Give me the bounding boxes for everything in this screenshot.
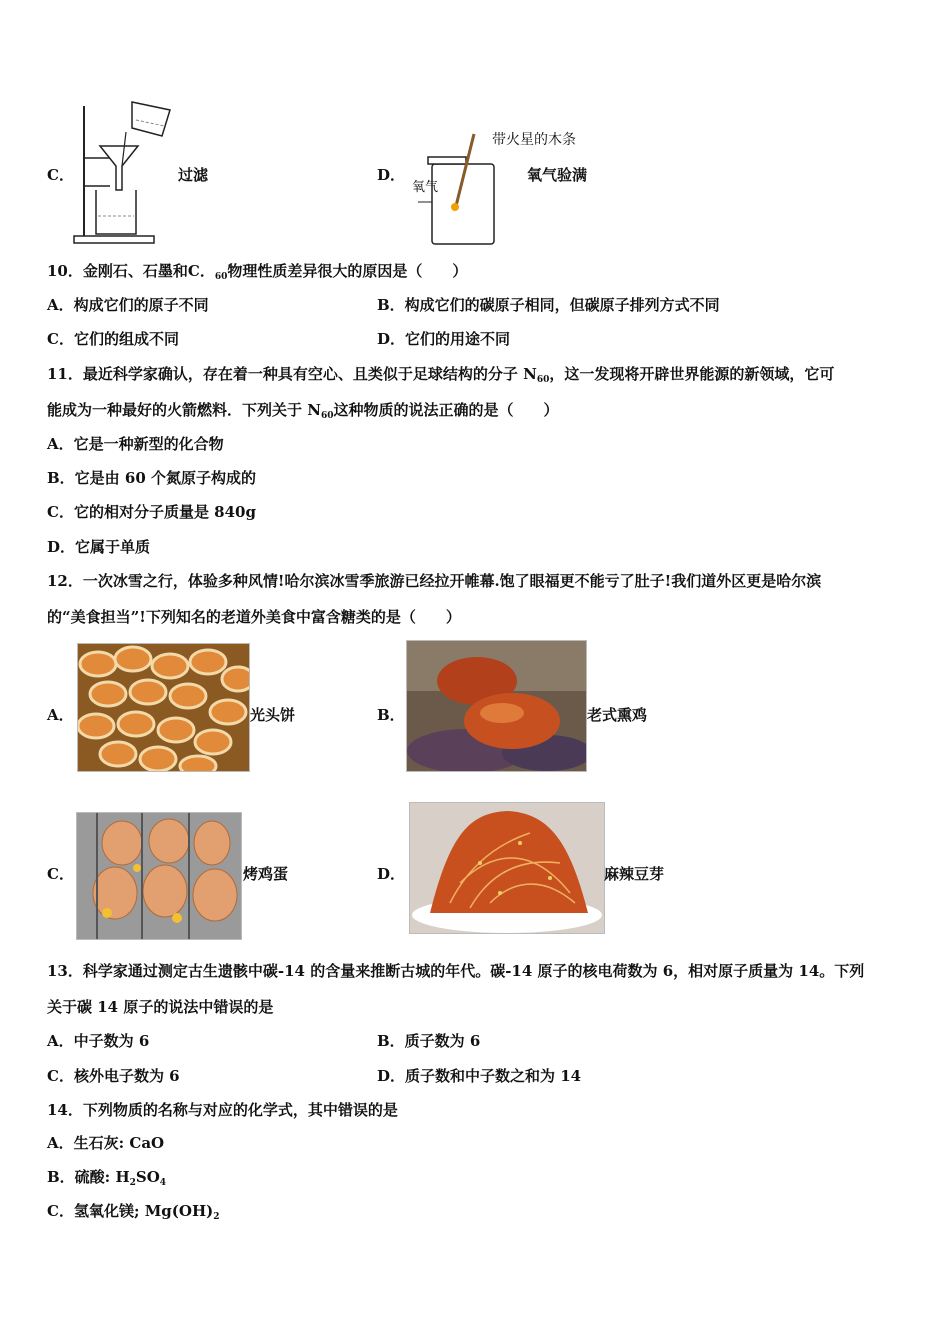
q10-stem: 10．金刚石、石墨和C．$_{60}$物理性质差异很大的原因是（ ） bbox=[47, 262, 468, 282]
q11-stem-line2: 能成为一种最好的火箭燃料．下列关于 $N_{60}$这种物质的说法正确的是（ ） bbox=[47, 401, 559, 421]
q12-option-c-label: 烤鸡蛋 bbox=[243, 865, 289, 883]
q12-option-b-letter: B． bbox=[377, 706, 405, 724]
q14-option-c: C．氢氧化镁; $Mg(OH)_2$ bbox=[47, 1202, 220, 1222]
q14-option-b: B．硫酸: $H_2SO_4$ bbox=[47, 1168, 167, 1188]
smoked-chicken-photo bbox=[406, 640, 587, 772]
q10-option-d: D．它们的用途不同 bbox=[377, 330, 511, 348]
roasted-eggs-photo bbox=[76, 812, 242, 940]
q9-option-c-letter: C． bbox=[47, 166, 74, 184]
q11-stem-line1: 11．最近科学家确认，存在着一种具有空心、且类似于足球结构的分子 $N_{60}$，这一发现将开辟世界能源的新领域，它可 bbox=[47, 365, 835, 385]
q12-option-d-letter: D． bbox=[377, 865, 406, 883]
oxygen-caption: 氧气 bbox=[412, 180, 439, 195]
q9-option-d-label: 氧气验满 bbox=[527, 166, 588, 184]
q9-option-d-letter: D． bbox=[377, 166, 406, 184]
bread-photo bbox=[77, 643, 250, 772]
q12-option-a-label: 光头饼 bbox=[250, 706, 296, 724]
q10-option-a: A．构成它们的原子不同 bbox=[47, 296, 209, 314]
q9-option-c-label: 过滤 bbox=[178, 166, 209, 184]
q13-option-d: D．质子数和中子数之和为 14 bbox=[377, 1067, 582, 1085]
q11-option-d: D．它属于单质 bbox=[47, 538, 151, 556]
q13-option-c: C．核外电子数为 6 bbox=[47, 1067, 180, 1085]
q12-option-c-letter: C． bbox=[47, 865, 74, 883]
q12-option-b-label: 老式熏鸡 bbox=[587, 706, 648, 724]
q11-option-c: C．它的相对分子质量是 840g bbox=[47, 503, 256, 521]
filtration-apparatus-figure bbox=[70, 98, 180, 246]
q12-stem-line1: 12．一次冰雪之行，体验多种风情!哈尔滨冰雪季旅游已经拉开帷幕.饱了眼福更不能亏了肚子!我们道外区更是哈尔滨 bbox=[47, 572, 822, 590]
q13-stem-line1: 13．科学家通过测定古生遗骸中碳-14 的含量来推断古城的年代。碳-14 原子的核电荷数为 6，相对原子质量为 14。下列 bbox=[47, 962, 865, 980]
q13-option-b: B．质子数为 6 bbox=[377, 1032, 481, 1050]
q10-option-b: B．构成它们的碳原子相同，但碳原子排列方式不同 bbox=[377, 296, 720, 314]
q14-option-a: A．生石灰: CaO bbox=[47, 1134, 165, 1152]
q12-option-a-letter: A． bbox=[47, 706, 74, 724]
smoldering-stick-caption: 带火星的木条 bbox=[492, 132, 576, 148]
q10-option-c: C．它们的组成不同 bbox=[47, 330, 179, 348]
spicy-bean-sprouts-photo bbox=[409, 802, 605, 934]
q12-stem-line2: 的“美食担当”!下列知名的老道外美食中富含糖类的是（ ） bbox=[47, 608, 461, 626]
q13-option-a: A．中子数为 6 bbox=[47, 1032, 150, 1050]
q14-stem: 14．下列物质的名称与对应的化学式，其中错误的是 bbox=[47, 1101, 398, 1119]
q11-option-a: A．它是一种新型的化合物 bbox=[47, 435, 224, 453]
q13-stem-line2: 关于碳 14 原子的说法中错误的是 bbox=[47, 998, 274, 1016]
q12-option-d-label: 麻辣豆芽 bbox=[604, 865, 665, 883]
q11-option-b: B．它是由 60 个氮原子构成的 bbox=[47, 469, 256, 487]
